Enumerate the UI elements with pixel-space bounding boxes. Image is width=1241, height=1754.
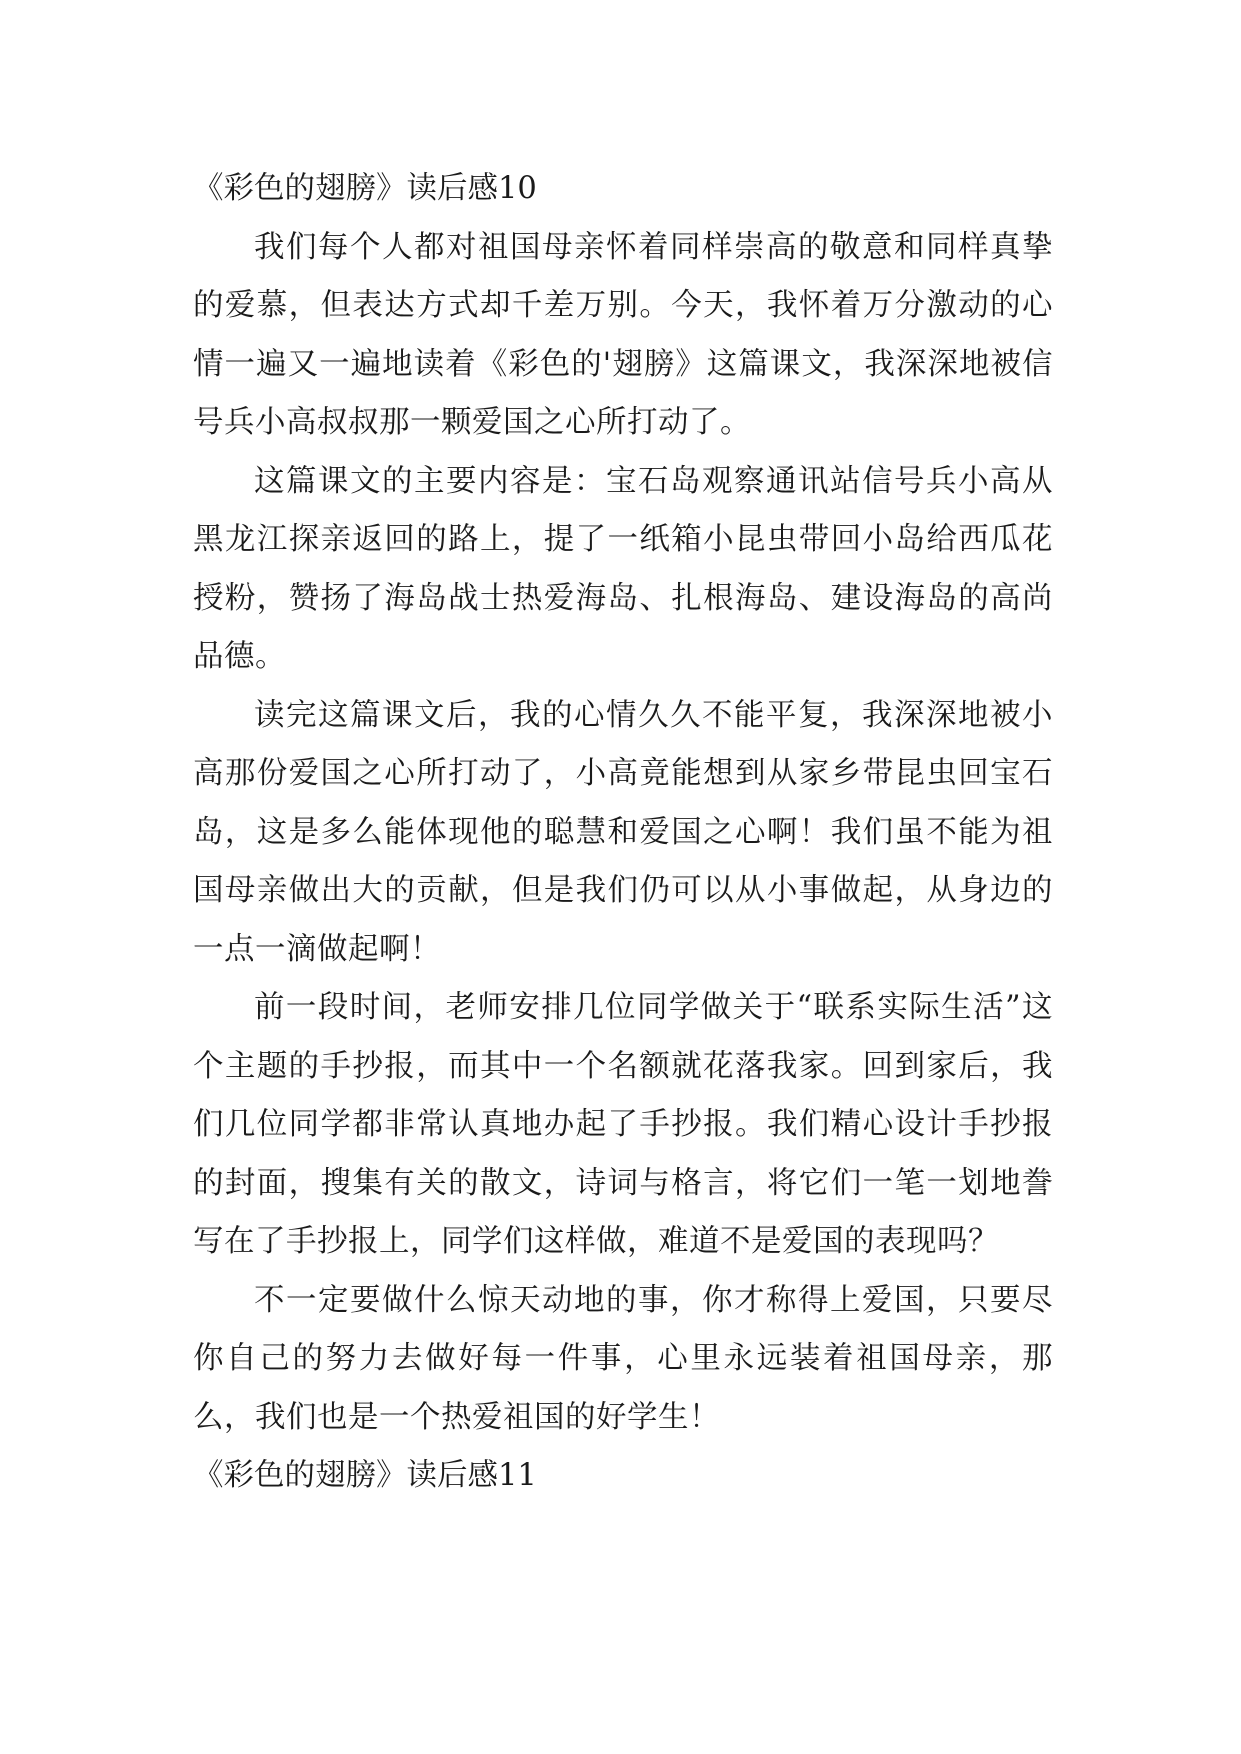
- paragraph-3: 读完这篇课文后，我的心情久久不能平复，我深深地被小高那份爱国之心所打动了，小高竟能想到从家乡带昆虫回宝石岛，这是多么能体现他的聪慧和爱国之心啊！我们虽不能为祖国母亲做出大的贡献，但是我们仍可以从小事做起，从身边的一点一滴做起啊！: [193, 697, 1053, 967]
- paragraph-2: 这篇课文的主要内容是：宝石岛观察通讯站信号兵小高从黑龙江探亲返回的路上，提了一纸箱小昆虫带回小岛给西瓜花授粉，赞扬了海岛战士热爱海岛、扎根海岛、建设海岛的高尚品德。: [193, 463, 1053, 674]
- paragraph-1: 我们每个人都对祖国母亲怀着同样崇高的敬意和同样真挚的爱慕，但表达方式却千差万别。今天，我怀着万分激动的心情一遍又一遍地读着《彩色的'翅膀》这篇课文，我深深地被信号兵小高叔叔那一颗爱国之心所打动了。: [193, 229, 1053, 440]
- essay-title-11: 《彩色的翅膀》读后感11: [193, 1458, 537, 1493]
- paragraph-5: 不一定要做什么惊天动地的事，你才称得上爱国，只要尽你自己的努力去做好每一件事，心里永远装着祖国母亲，那么，我们也是一个热爱祖国的好学生！: [193, 1282, 1053, 1435]
- essay-title-10: 《彩色的翅膀》读后感10: [193, 171, 537, 206]
- document-page: [193, 160, 1053, 1506]
- paragraph-4: 前一段时间，老师安排几位同学做关于“联系实际生活”这个主题的手抄报，而其中一个名额就花落我家。回到家后，我们几位同学都非常认真地办起了手抄报。我们精心设计手抄报的封面，搜集有关的散文，诗词与格言，将它们一笔一划地誊写在了手抄报上，同学们这样做，难道不是爱国的表现吗？: [193, 990, 1053, 1259]
